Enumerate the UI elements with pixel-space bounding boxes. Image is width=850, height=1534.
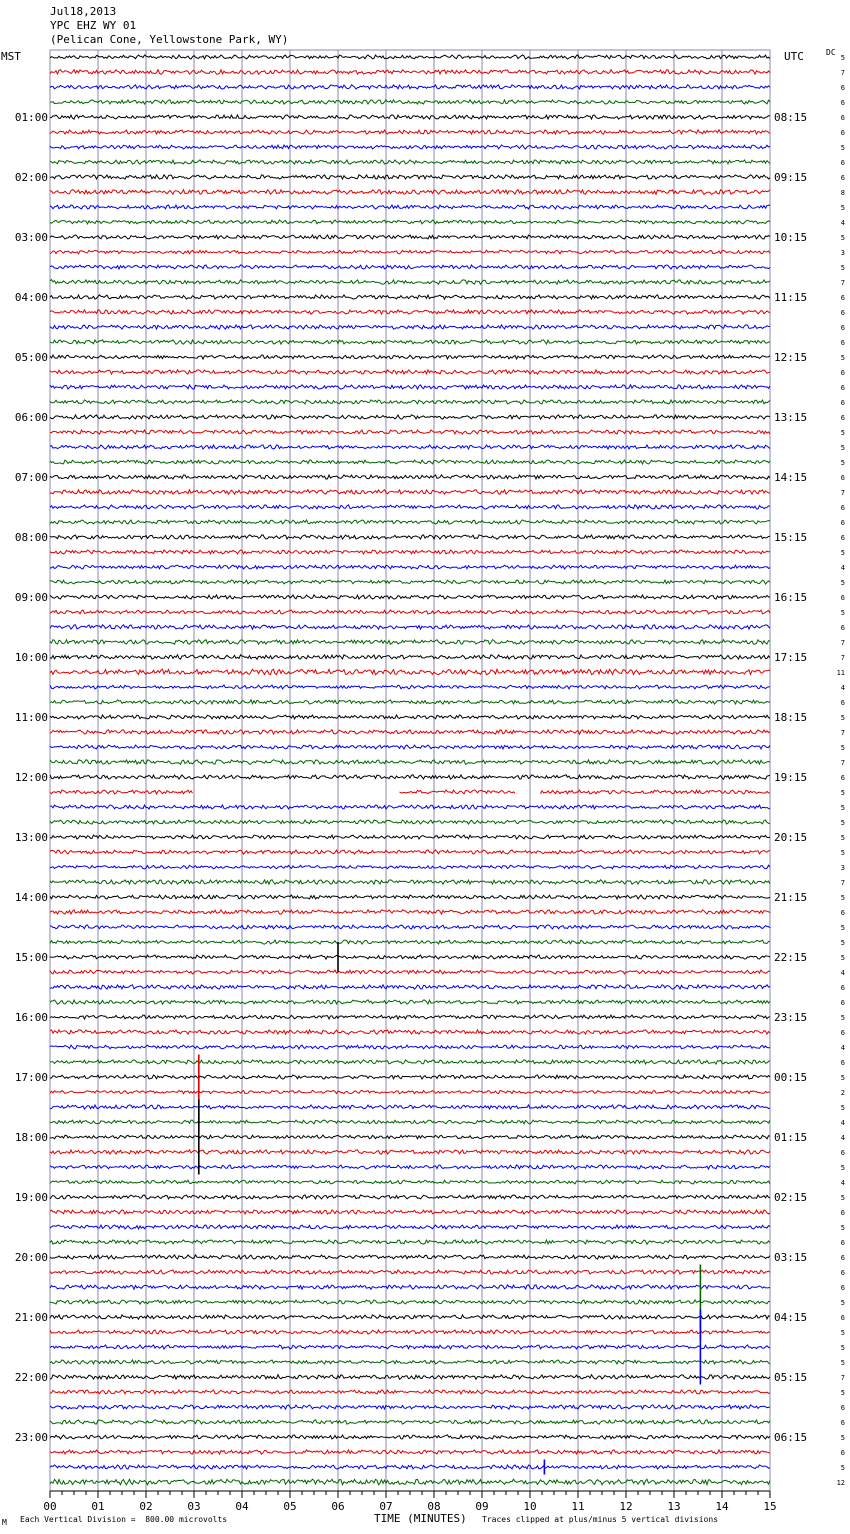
left-hour-label: 04:00 bbox=[14, 291, 48, 304]
x-tick-label: 01 bbox=[91, 1500, 105, 1513]
dc-offset-value: 5 bbox=[840, 459, 845, 467]
left-hour-label: 12:00 bbox=[14, 771, 48, 784]
trace-row-55 bbox=[50, 880, 770, 885]
dc-offset-value: 7 bbox=[840, 654, 845, 662]
x-tick-label: 08 bbox=[427, 1500, 441, 1513]
right-hour-label: 00:15 bbox=[774, 1071, 808, 1084]
right-hour-label: 12:15 bbox=[774, 351, 808, 364]
trace-row-27 bbox=[50, 460, 770, 464]
trace-row-51 bbox=[50, 820, 770, 824]
dc-offset-value: 5 bbox=[840, 834, 845, 842]
dc-offset-value: 2 bbox=[840, 1089, 845, 1097]
dc-offset-value: 5 bbox=[840, 789, 845, 797]
dc-offset-value: 6 bbox=[840, 1254, 845, 1262]
left-hour-label: 16:00 bbox=[14, 1011, 48, 1024]
trace-row-13 bbox=[50, 250, 770, 254]
dc-offset-value: 6 bbox=[840, 399, 845, 407]
trace-row-58 bbox=[50, 925, 770, 929]
right-hour-label: 17:15 bbox=[774, 651, 808, 664]
left-hour-label: 19:00 bbox=[14, 1191, 48, 1204]
trace-row-59 bbox=[50, 940, 770, 944]
left-hour-label: 02:00 bbox=[14, 171, 48, 184]
trace-row-89 bbox=[50, 1390, 770, 1394]
dc-offset-value: 6 bbox=[840, 519, 845, 527]
trace-row-72 bbox=[50, 1135, 770, 1139]
dc-offset-value: 4 bbox=[840, 1179, 845, 1187]
trace-row-52 bbox=[50, 835, 770, 839]
trace-row-79 bbox=[50, 1240, 770, 1244]
trace-row-38 bbox=[50, 625, 770, 629]
dc-offset-value: 4 bbox=[840, 1119, 845, 1127]
dc-offset-value: 7 bbox=[840, 879, 845, 887]
trace-row-31 bbox=[50, 520, 770, 524]
trace-row-21 bbox=[50, 370, 770, 374]
dc-offset-value: 4 bbox=[840, 219, 845, 227]
trace-row-0 bbox=[50, 55, 770, 59]
dc-offset-value: 6 bbox=[840, 324, 845, 332]
dc-offset-value: 5 bbox=[840, 1299, 845, 1307]
dc-offset-value: 5 bbox=[840, 744, 845, 752]
left-hour-label: 20:00 bbox=[14, 1251, 48, 1264]
trace-row-57 bbox=[50, 910, 770, 914]
right-hour-label: 01:15 bbox=[774, 1131, 808, 1144]
left-hour-label: 03:00 bbox=[14, 231, 48, 244]
right-hour-label: 08:15 bbox=[774, 111, 808, 124]
dc-offset-value: 5 bbox=[840, 894, 845, 902]
dc-offset-value: 6 bbox=[840, 114, 845, 122]
trace-row-62 bbox=[50, 985, 770, 989]
x-tick-label: 15 bbox=[763, 1500, 777, 1513]
dc-offset-value: 5 bbox=[840, 1194, 845, 1202]
dc-offset-value: 5 bbox=[840, 444, 845, 452]
dc-offset-value: 6 bbox=[840, 174, 845, 182]
right-hour-label: 04:15 bbox=[774, 1311, 808, 1324]
right-hour-label: 16:15 bbox=[774, 591, 808, 604]
trace-row-93 bbox=[50, 1450, 770, 1454]
dc-offset-value: 7 bbox=[840, 759, 845, 767]
dc-offset-value: 6 bbox=[840, 624, 845, 632]
left-timezone-label: MST bbox=[1, 50, 21, 63]
trace-row-67 bbox=[50, 1060, 770, 1064]
dc-offset-value: 6 bbox=[840, 534, 845, 542]
dc-offset-value: 6 bbox=[840, 1029, 845, 1037]
dc-offset-value: 6 bbox=[840, 1284, 845, 1292]
right-hour-label: 19:15 bbox=[774, 771, 808, 784]
dc-offset-value: 5 bbox=[840, 1464, 845, 1472]
dc-offset-value: 6 bbox=[840, 384, 845, 392]
left-hour-label: 14:00 bbox=[14, 891, 48, 904]
right-hour-label: 09:15 bbox=[774, 171, 808, 184]
dc-offset-value: 4 bbox=[840, 564, 845, 572]
left-hour-label: 21:00 bbox=[14, 1311, 48, 1324]
trace-row-61 bbox=[50, 970, 770, 974]
dc-offset-value: 11 bbox=[836, 669, 845, 677]
right-hour-label: 11:15 bbox=[774, 291, 808, 304]
trace-row-54 bbox=[50, 865, 770, 869]
dc-offset-value: 6 bbox=[840, 699, 845, 707]
x-tick-label: 11 bbox=[571, 1500, 585, 1513]
dc-offset-value: 5 bbox=[840, 1164, 845, 1172]
trace-row-29 bbox=[50, 490, 770, 495]
left-hour-label: 17:00 bbox=[14, 1071, 48, 1084]
trace-row-78 bbox=[50, 1225, 770, 1229]
dc-offset-value: 6 bbox=[840, 339, 845, 347]
trace-row-41 bbox=[50, 669, 770, 675]
dc-offset-value: 5 bbox=[840, 354, 845, 362]
trace-row-49 bbox=[50, 790, 770, 794]
trace-row-18 bbox=[50, 325, 770, 329]
trace-row-30 bbox=[50, 505, 770, 509]
x-tick-label: 10 bbox=[523, 1500, 537, 1513]
right-hour-label: 21:15 bbox=[774, 891, 808, 904]
right-hour-label: 20:15 bbox=[774, 831, 808, 844]
trace-row-8 bbox=[50, 175, 770, 179]
trace-row-14 bbox=[50, 265, 770, 269]
trace-row-12 bbox=[50, 235, 770, 239]
dc-offset-value: 5 bbox=[840, 1344, 845, 1352]
trace-row-71 bbox=[50, 1120, 770, 1124]
trace-row-17 bbox=[50, 310, 770, 314]
dc-offset-value: 5 bbox=[840, 1359, 845, 1367]
trace-row-25 bbox=[50, 430, 770, 434]
trace-row-84 bbox=[50, 1315, 770, 1319]
dc-offset-value: 5 bbox=[840, 1014, 845, 1022]
trace-row-19 bbox=[50, 340, 770, 344]
right-hour-label: 02:15 bbox=[774, 1191, 808, 1204]
dc-offset-value: 5 bbox=[840, 804, 845, 812]
left-hour-label: 05:00 bbox=[14, 351, 48, 364]
dc-offset-value: 7 bbox=[840, 489, 845, 497]
dc-offset-value: 6 bbox=[840, 129, 845, 137]
x-tick-label: 12 bbox=[619, 1500, 633, 1513]
trace-row-44 bbox=[50, 715, 770, 719]
dc-offset-value: 6 bbox=[840, 774, 845, 782]
dc-offset-value: 5 bbox=[840, 204, 845, 212]
trace-row-65 bbox=[50, 1030, 770, 1034]
trace-row-37 bbox=[50, 610, 770, 614]
left-hour-label: 23:00 bbox=[14, 1431, 48, 1444]
trace-row-15 bbox=[50, 280, 770, 285]
x-tick-label: 13 bbox=[667, 1500, 681, 1513]
trace-row-50 bbox=[50, 805, 770, 809]
dc-offset-value: 5 bbox=[840, 234, 845, 242]
x-tick-label: 07 bbox=[379, 1500, 393, 1513]
trace-row-85 bbox=[50, 1330, 770, 1334]
trace-row-80 bbox=[50, 1255, 770, 1259]
dc-offset-value: 12 bbox=[836, 1479, 845, 1487]
trace-row-7 bbox=[50, 160, 770, 164]
left-hour-label: 11:00 bbox=[14, 711, 48, 724]
dc-offset-value: 4 bbox=[840, 1134, 845, 1142]
trace-row-4 bbox=[50, 115, 770, 119]
dc-offset-value: 7 bbox=[840, 279, 845, 287]
dc-offset-value: 6 bbox=[840, 1209, 845, 1217]
trace-row-74 bbox=[50, 1165, 770, 1169]
right-hour-label: 06:15 bbox=[774, 1431, 808, 1444]
dc-offset-value: 6 bbox=[840, 504, 845, 512]
trace-row-26 bbox=[50, 445, 770, 449]
trace-row-42 bbox=[50, 685, 770, 689]
dc-offset-value: 6 bbox=[840, 1314, 845, 1322]
dc-offset-value: 6 bbox=[840, 594, 845, 602]
dc-offset-value: 6 bbox=[840, 159, 845, 167]
dc-offset-value: 6 bbox=[840, 1404, 845, 1412]
left-hour-label: 06:00 bbox=[14, 411, 48, 424]
x-tick-label: 14 bbox=[715, 1500, 729, 1513]
dc-offset-value: 6 bbox=[840, 1419, 845, 1427]
right-hour-label: 14:15 bbox=[774, 471, 808, 484]
clip-note: Traces clipped at plus/minus 5 vertical divisions bbox=[482, 1515, 719, 1524]
trace-row-45 bbox=[50, 730, 770, 735]
trace-row-6 bbox=[50, 145, 770, 149]
trace-row-60 bbox=[50, 955, 770, 959]
station-title: YPC EHZ WY 01 bbox=[50, 19, 137, 32]
trace-row-92 bbox=[50, 1435, 770, 1439]
trace-row-3 bbox=[50, 100, 770, 104]
right-hour-label: 18:15 bbox=[774, 711, 808, 724]
trace-row-39 bbox=[50, 640, 770, 645]
trace-row-11 bbox=[50, 220, 770, 224]
right-hour-label: 10:15 bbox=[774, 231, 808, 244]
dc-offset-value: 7 bbox=[840, 1374, 845, 1382]
dc-offset-value: 5 bbox=[840, 1074, 845, 1082]
trace-row-75 bbox=[50, 1180, 770, 1184]
scale-note: Each Vertical Division = 800.00 microvolts bbox=[20, 1515, 228, 1524]
trace-row-69 bbox=[50, 1090, 770, 1093]
trace-row-16 bbox=[50, 295, 770, 299]
left-hour-label: 22:00 bbox=[14, 1371, 48, 1384]
right-hour-label: 23:15 bbox=[774, 1011, 808, 1024]
dc-offset-value: 6 bbox=[840, 474, 845, 482]
dc-offset-value: 8 bbox=[840, 189, 845, 197]
x-tick-label: 00 bbox=[43, 1500, 57, 1513]
dc-offset-value: 4 bbox=[840, 684, 845, 692]
dc-offset-value: 5 bbox=[840, 849, 845, 857]
station-location: (Pelican Cone, Yellowstone Park, WY) bbox=[50, 33, 289, 46]
dc-offset-value: 5 bbox=[840, 1389, 845, 1397]
dc-offset-value: 5 bbox=[840, 954, 845, 962]
trace-row-70 bbox=[50, 1105, 770, 1109]
dc-offset-value: 5 bbox=[840, 264, 845, 272]
dc-offset-value: 6 bbox=[840, 999, 845, 1007]
trace-row-83 bbox=[50, 1300, 770, 1304]
trace-row-64 bbox=[50, 1015, 770, 1019]
plot-date: Jul18,2013 bbox=[50, 5, 117, 18]
x-axis-title: TIME (MINUTES) bbox=[374, 1512, 467, 1525]
left-hour-label: 10:00 bbox=[14, 651, 48, 664]
trace-row-73 bbox=[50, 1150, 770, 1154]
dc-offset-value: 7 bbox=[840, 69, 845, 77]
dc-offset-value: 6 bbox=[840, 1149, 845, 1157]
x-tick-label: 09 bbox=[475, 1500, 489, 1513]
trace-row-81 bbox=[50, 1270, 770, 1274]
left-hour-label: 18:00 bbox=[14, 1131, 48, 1144]
trace-row-76 bbox=[50, 1195, 770, 1199]
dc-offset-value: 5 bbox=[840, 1329, 845, 1337]
trace-row-88 bbox=[50, 1375, 770, 1380]
trace-row-53 bbox=[50, 850, 770, 854]
trace-row-82 bbox=[50, 1285, 770, 1289]
left-hour-label: 15:00 bbox=[14, 951, 48, 964]
trace-row-48 bbox=[50, 775, 770, 779]
right-hour-label: 22:15 bbox=[774, 951, 808, 964]
trace-row-35 bbox=[50, 580, 770, 584]
dc-offset-value: 4 bbox=[840, 1044, 845, 1052]
dc-offset-value: 6 bbox=[840, 84, 845, 92]
trace-row-32 bbox=[50, 535, 770, 539]
trace-row-5 bbox=[50, 130, 770, 134]
trace-row-90 bbox=[50, 1405, 770, 1409]
dc-offset-value: 5 bbox=[840, 1104, 845, 1112]
x-tick-label: 05 bbox=[283, 1500, 297, 1513]
dc-offset-value: 7 bbox=[840, 639, 845, 647]
right-hour-label: 13:15 bbox=[774, 411, 808, 424]
dc-offset-value: 5 bbox=[840, 579, 845, 587]
left-hour-label: 09:00 bbox=[14, 591, 48, 604]
dc-offset-value: 6 bbox=[840, 1449, 845, 1457]
dc-offset-value: 6 bbox=[840, 414, 845, 422]
dc-offset-value: 6 bbox=[840, 1239, 845, 1247]
trace-row-10 bbox=[50, 205, 770, 209]
trace-row-40 bbox=[50, 655, 770, 660]
dc-label: DC bbox=[826, 48, 836, 57]
right-hour-label: 05:15 bbox=[774, 1371, 808, 1384]
right-hour-label: 15:15 bbox=[774, 531, 808, 544]
dc-offset-value: 5 bbox=[840, 609, 845, 617]
dc-offset-value: 5 bbox=[840, 714, 845, 722]
trace-row-20 bbox=[50, 355, 770, 359]
dc-offset-value: 6 bbox=[840, 909, 845, 917]
dc-offset-value: 6 bbox=[840, 369, 845, 377]
x-tick-label: 06 bbox=[331, 1500, 345, 1513]
trace-row-23 bbox=[50, 400, 770, 404]
trace-row-34 bbox=[50, 565, 770, 569]
trace-row-94 bbox=[50, 1465, 770, 1469]
left-hour-label: 08:00 bbox=[14, 531, 48, 544]
x-tick-label: 04 bbox=[235, 1500, 249, 1513]
trace-row-22 bbox=[50, 385, 770, 389]
left-hour-label: 01:00 bbox=[14, 111, 48, 124]
trace-row-46 bbox=[50, 745, 770, 749]
dc-offset-value: 3 bbox=[840, 864, 845, 872]
dc-offset-value: 6 bbox=[840, 1269, 845, 1277]
trace-row-77 bbox=[50, 1210, 770, 1214]
trace-row-36 bbox=[50, 595, 770, 599]
trace-row-95 bbox=[50, 1479, 770, 1485]
trace-row-2 bbox=[50, 85, 770, 89]
trace-row-63 bbox=[50, 1000, 770, 1004]
footer-mark: M bbox=[2, 1518, 7, 1527]
trace-row-9 bbox=[50, 190, 770, 195]
trace-row-47 bbox=[50, 760, 770, 765]
trace-row-91 bbox=[50, 1420, 770, 1424]
dc-offset-value: 5 bbox=[840, 939, 845, 947]
trace-row-1 bbox=[50, 70, 770, 75]
dc-offset-value: 6 bbox=[840, 99, 845, 107]
dc-offset-value: 5 bbox=[840, 1434, 845, 1442]
trace-row-43 bbox=[50, 700, 770, 704]
trace-row-68 bbox=[50, 1075, 770, 1079]
dc-offset-value: 5 bbox=[840, 429, 845, 437]
trace-row-66 bbox=[50, 1045, 770, 1049]
left-hour-label: 13:00 bbox=[14, 831, 48, 844]
dc-offset-value: 6 bbox=[840, 1059, 845, 1067]
trace-row-87 bbox=[50, 1360, 770, 1364]
dc-offset-value: 4 bbox=[840, 969, 845, 977]
dc-offset-value: 5 bbox=[840, 549, 845, 557]
right-hour-label: 03:15 bbox=[774, 1251, 808, 1264]
dc-offset-value: 7 bbox=[840, 729, 845, 737]
trace-row-56 bbox=[50, 895, 770, 899]
right-timezone-label: UTC bbox=[784, 50, 804, 63]
dc-offset-value: 5 bbox=[840, 819, 845, 827]
trace-row-24 bbox=[50, 415, 770, 419]
trace-row-86 bbox=[50, 1345, 770, 1349]
left-hour-label: 07:00 bbox=[14, 471, 48, 484]
dc-offset-value: 6 bbox=[840, 984, 845, 992]
dc-offset-value: 5 bbox=[840, 54, 845, 62]
x-tick-label: 02 bbox=[139, 1500, 153, 1513]
dc-offset-value: 5 bbox=[840, 1224, 845, 1232]
dc-offset-value: 5 bbox=[840, 144, 845, 152]
dc-offset-value: 6 bbox=[840, 294, 845, 302]
dc-offset-value: 6 bbox=[840, 309, 845, 317]
x-tick-label: 03 bbox=[187, 1500, 201, 1513]
trace-row-28 bbox=[50, 475, 770, 479]
trace-row-33 bbox=[50, 550, 770, 554]
dc-offset-value: 3 bbox=[840, 249, 845, 257]
dc-offset-value: 5 bbox=[840, 924, 845, 932]
